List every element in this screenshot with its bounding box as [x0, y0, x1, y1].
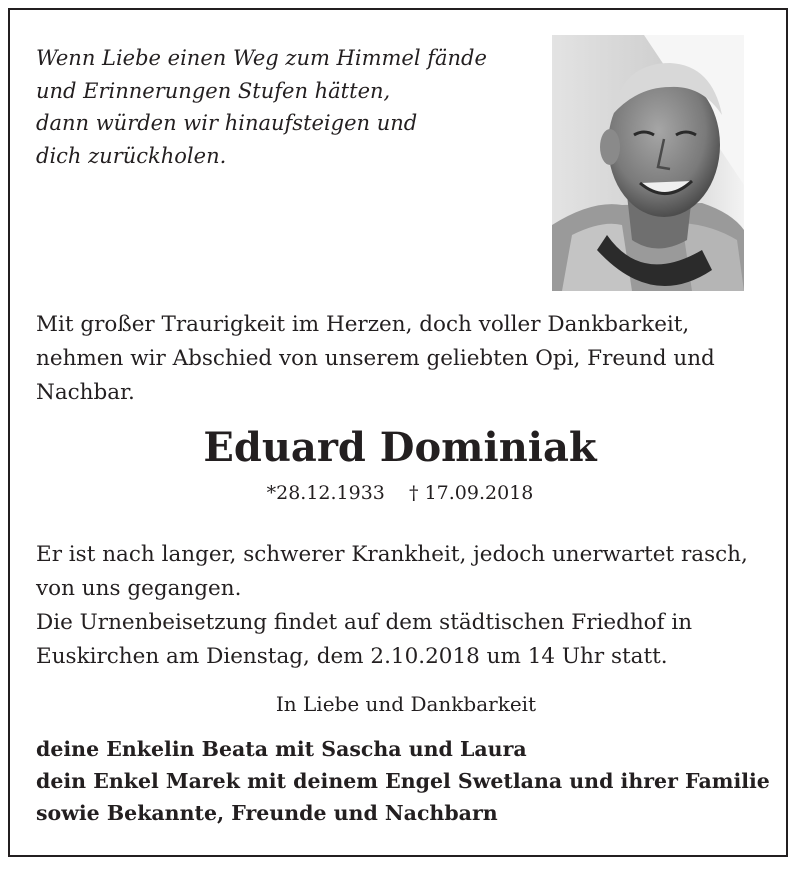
announcement-line: Er ist nach langer, schwerer Krankheit, jedoch unerwartet rasch,	[36, 542, 748, 567]
poem-line: Wenn Liebe einen Weg zum Himmel fände	[36, 46, 487, 70]
poem-line: dann würden wir hinaufsteigen und	[36, 111, 418, 135]
intro-line: Mit großer Traurigkeit im Herzen, doch voller Dankbarkeit,	[36, 312, 690, 337]
announcement-paragraph	[36, 538, 748, 674]
life-dates: *28.12.1933 † 17.09.2018	[266, 482, 534, 504]
intro-line: Nachbar.	[36, 380, 135, 405]
announcement-line: von uns gegangen.	[36, 576, 242, 601]
poem-line: und Erinnerungen Stufen hätten,	[36, 78, 391, 103]
closing-phrase: In Liebe und Dankbarkeit	[275, 692, 537, 716]
signer-line: dein Enkel Marek mit deinem Engel Swetlana und ihrer Familie	[36, 769, 770, 793]
memorial-poem	[36, 42, 487, 172]
poem-line: dich zurückholen.	[36, 143, 227, 168]
intro-paragraph	[36, 308, 715, 410]
deceased-name: Eduard Dominiak	[203, 424, 597, 471]
portrait-photo	[552, 35, 744, 291]
signers-list	[36, 733, 770, 829]
announcement-line: Euskirchen am Dienstag, dem 2.10.2018 um 14 Uhr statt.	[36, 644, 668, 669]
signer-line: deine Enkelin Beata mit Sascha und Laura	[36, 737, 527, 761]
signer-line: sowie Bekannte, Freunde und Nachbarn	[36, 801, 498, 825]
intro-line: nehmen wir Abschied von unserem geliebten Opi, Freund und	[36, 346, 715, 371]
announcement-line: Die Urnenbeisetzung findet auf dem städtischen Friedhof in	[36, 610, 693, 635]
portrait-image	[552, 35, 744, 291]
